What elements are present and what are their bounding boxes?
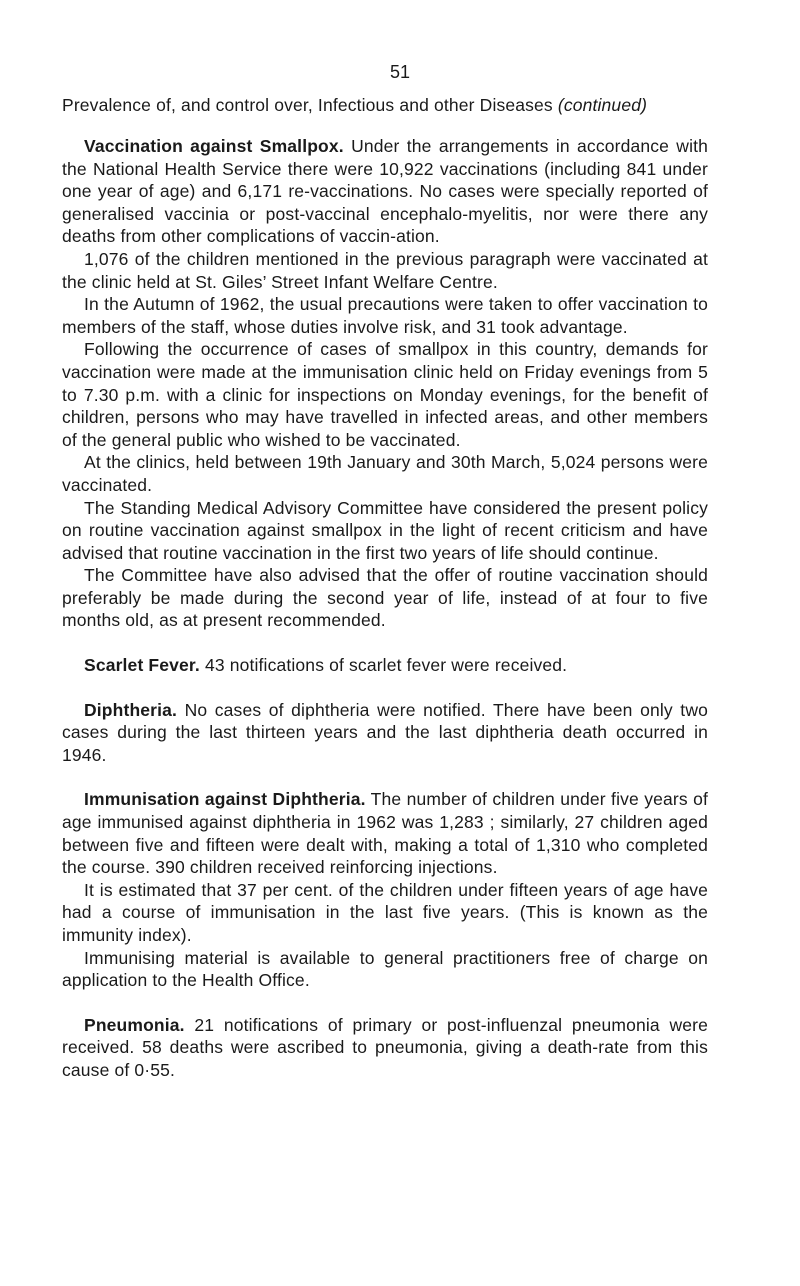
paragraph: [62, 788, 708, 878]
section-scarlet-fever: [62, 654, 708, 677]
section-diphtheria-immunisation: [62, 788, 708, 991]
paragraph: It is estimated that 37 per cent. of the children under fifteen years of age have had a course of immunisation in the last five years. (This is known as the immunity index).: [62, 879, 708, 945]
section-heading: Scarlet Fever.: [84, 655, 200, 676]
paragraph-text: Under the arrangements in accordance with the National Health Service there were 10,922 vaccinations (including 841 under one year of age) and 6,171 re-vaccinations. No cases were specially reported of generalised vaccinia or post-vaccinal encephalo-myelitis, nor were there any deaths from other complications of vaccin-ation.: [62, 136, 709, 247]
paragraph: [62, 1014, 708, 1082]
paragraph: [62, 654, 708, 677]
section-pneumonia: [62, 1014, 708, 1082]
paragraph: [62, 699, 708, 767]
paragraph: The Committee have also advised that the offer of routine vaccination should preferably be made during the second year of life, instead of at four to five months old, as at present recommended.: [62, 565, 708, 631]
paragraph-text: 43 notifications of scarlet fever were received.: [204, 655, 568, 676]
running-head-continued: (continued): [557, 95, 648, 115]
section-heading: Pneumonia.: [84, 1014, 185, 1035]
section-diphtheria: [62, 699, 708, 767]
paragraph: At the clinics, held between 19th January and 30th March, 5,024 persons were vaccinated.: [62, 452, 708, 495]
running-head: [62, 93, 708, 117]
section-heading: Vaccination against Smallpox.: [84, 136, 344, 156]
section-heading: Diphtheria.: [84, 699, 178, 720]
paragraph: In the Autumn of 1962, the usual precautions were taken to offer vaccination to members of the staff, whose duties involve risk, and 31 took advantage.: [62, 294, 708, 337]
paragraph-text: 21 notifications of primary or post-influenzal pneumonia were received. 58 deaths were ascribed to pneumonia, giving a death-rate from this cause of 0·55.: [62, 1014, 708, 1080]
paragraph: [62, 135, 708, 248]
page-number: 51: [389, 62, 411, 82]
running-head-title: Prevalence of, and control over, Infectious and other Diseases: [62, 95, 553, 115]
paragraph: Following the occurrence of cases of smallpox in this country, demands for vaccination were made at the immunisation clinic held on Friday evenings from 5 to 7.30 p.m. with a clinic for inspections on Monday evenings, for the benefit of children, persons who may have travelled in infected areas, and other members of the general public who wished to be vaccinated.: [62, 339, 708, 450]
paragraph: The Standing Medical Advisory Committee have considered the present policy on routine vaccination against smallpox in the light of recent criticism and have advised that routine vaccination in the first two years of life should continue.: [62, 497, 708, 563]
section-heading: Immunisation against Diphtheria.: [84, 789, 366, 810]
paragraph-text: No cases of diphtheria were notified. There have been only two cases during the last thirteen years and the last diphtheria death occurred in 1946.: [62, 699, 708, 765]
paragraph-text: The number of children under five years of age immunised against diphtheria in 1962 was 1,283 ; similarly, 27 children aged between five and fifteen were dealt with, making a total of 1,310 who completed the course. 390 children received reinforcing injections.: [62, 789, 708, 878]
paragraph: Immunising material is available to general practitioners free of charge on application to the Health Office.: [62, 947, 708, 991]
section-smallpox-vaccination: [62, 135, 708, 632]
paragraph: 1,076 of the children mentioned in the previous paragraph were vaccinated at the clinic held at St. Giles’ Street Infant Welfare Centre.: [62, 248, 708, 292]
